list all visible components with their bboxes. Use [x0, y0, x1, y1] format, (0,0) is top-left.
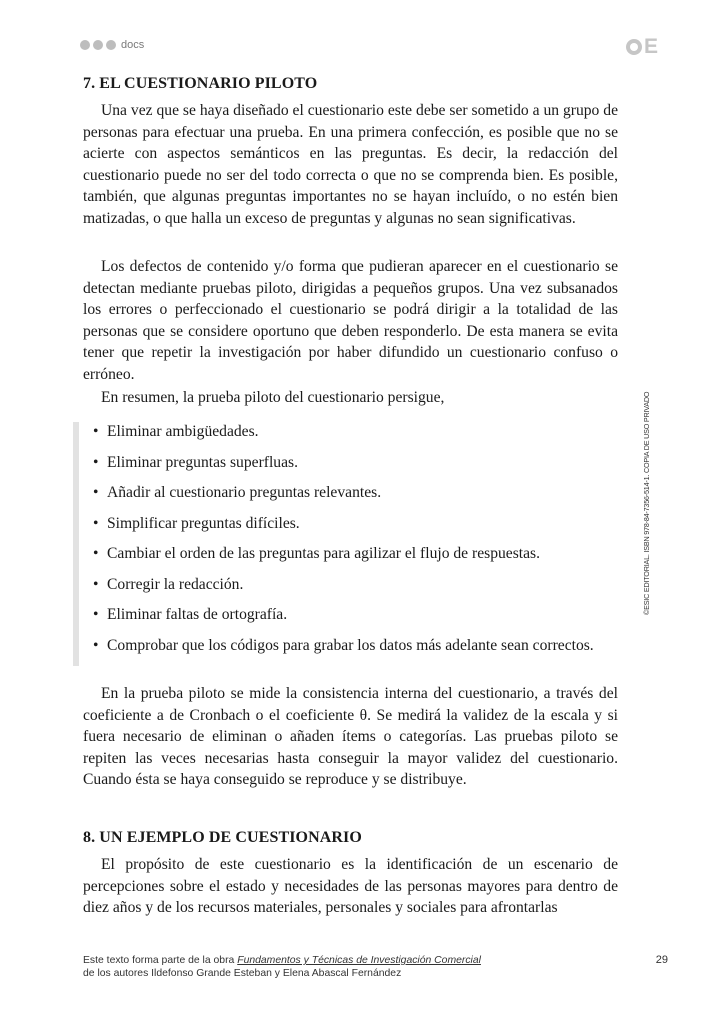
list-item: • Eliminar preguntas superfluas. — [93, 453, 298, 471]
bullet-list — [73, 422, 624, 666]
footer-line: Este texto forma parte de la obra Fundamentos y Técnicas de Investigación Comercial — [83, 955, 481, 966]
page-number: 29 — [655, 954, 668, 966]
logo-dot-icon — [93, 40, 103, 50]
page-footer — [83, 954, 668, 980]
brand-circle-icon — [626, 39, 642, 55]
list-item: • Añadir al cuestionario preguntas relevantes. — [93, 484, 382, 501]
book-title-link[interactable]: Fundamentos y Técnicas de Investigación Comercial — [237, 955, 481, 966]
paragraph: En la prueba piloto se mide la consistencia interna del cuestionario, a través del coeficiente a de Cronbach o el coeficiente θ. Se medirá la validez de la escala y si fuera necesario de eliminan o añaden ítems o categorías. Las pruebas piloto se repiten las veces necesarias hasta conseguir la mayor validez del cuestionario. Cuando ésta se haya conseguido se reproduce y se distribuye. — [83, 685, 618, 789]
logo-text: docs — [121, 39, 145, 51]
brand-logo — [626, 37, 658, 57]
docs-logo — [80, 36, 144, 54]
logo-dot-icon — [106, 40, 116, 50]
paragraph: Los defectos de contenido y/o forma que pudieran aparecer en el cuestionario se detectan mediante pruebas piloto, dirigidas a pequeños grupos. Una vez subsanados los errores o perfeccionado el cuestionario se podrá dirigir a la totalidad de las personas que se considere oportuno que deben responderlo. De esta manera se evita tener que repetir la investigación por haber difundido un cuestionario confuso o erróneo. — [83, 258, 618, 383]
logo-dot-icon — [80, 40, 90, 50]
footer-authors: de los autores Ildefonso Grande Esteban y Elena Abascal Fernández — [83, 968, 402, 979]
list-item: • Eliminar ambigüedades. — [93, 423, 259, 440]
brand-letter: E — [644, 35, 659, 58]
section-heading: 7. EL CUESTIONARIO PILOTO — [83, 75, 318, 92]
list-item: • Simplificar preguntas difíciles. — [93, 514, 300, 532]
list-item: • Comprobar que los códigos para grabar los datos más adelante sean correctos. — [93, 636, 594, 654]
list-item: • Corregir la redacción. — [93, 575, 244, 593]
paragraph: El propósito de este cuestionario es la identificación de un escenario de percepciones sobre el estado y necesidades de las personas mayores para dentro de diez años y de los recursos materiales, personales y sociales para afrontarlas — [83, 856, 618, 917]
paragraph: Una vez que se haya diseñado el cuestionario este debe ser sometido a un grupo de personas para efectuar una prueba. En una primera confección, es posible que no se acierte con aspectos semánticos en las preguntas. Es decir, la redacción del cuestionario puede no ser del todo correcta o que no se comprenda bien. Es posible, también, que algunas preguntas importantes no se hayan incluído, o no estén bien matizadas, o que halla un exceso de preguntas y algunas no sean significativas. — [83, 102, 618, 227]
section-heading: 8. UN EJEMPLO DE CUESTIONARIO — [83, 829, 362, 846]
copyright-sidenote: ©ESIC EDITORIAL. ISBN 978-84-7356-514-1. COPIA DE USO PRIVADO — [642, 391, 651, 615]
list-item: • Cambiar el orden de las preguntas para agilizar el flujo de respuestas. — [93, 545, 540, 562]
list-item: • Eliminar faltas de ortografía. — [93, 606, 288, 623]
paragraph: En resumen, la prueba piloto del cuestionario persigue, — [101, 389, 445, 406]
